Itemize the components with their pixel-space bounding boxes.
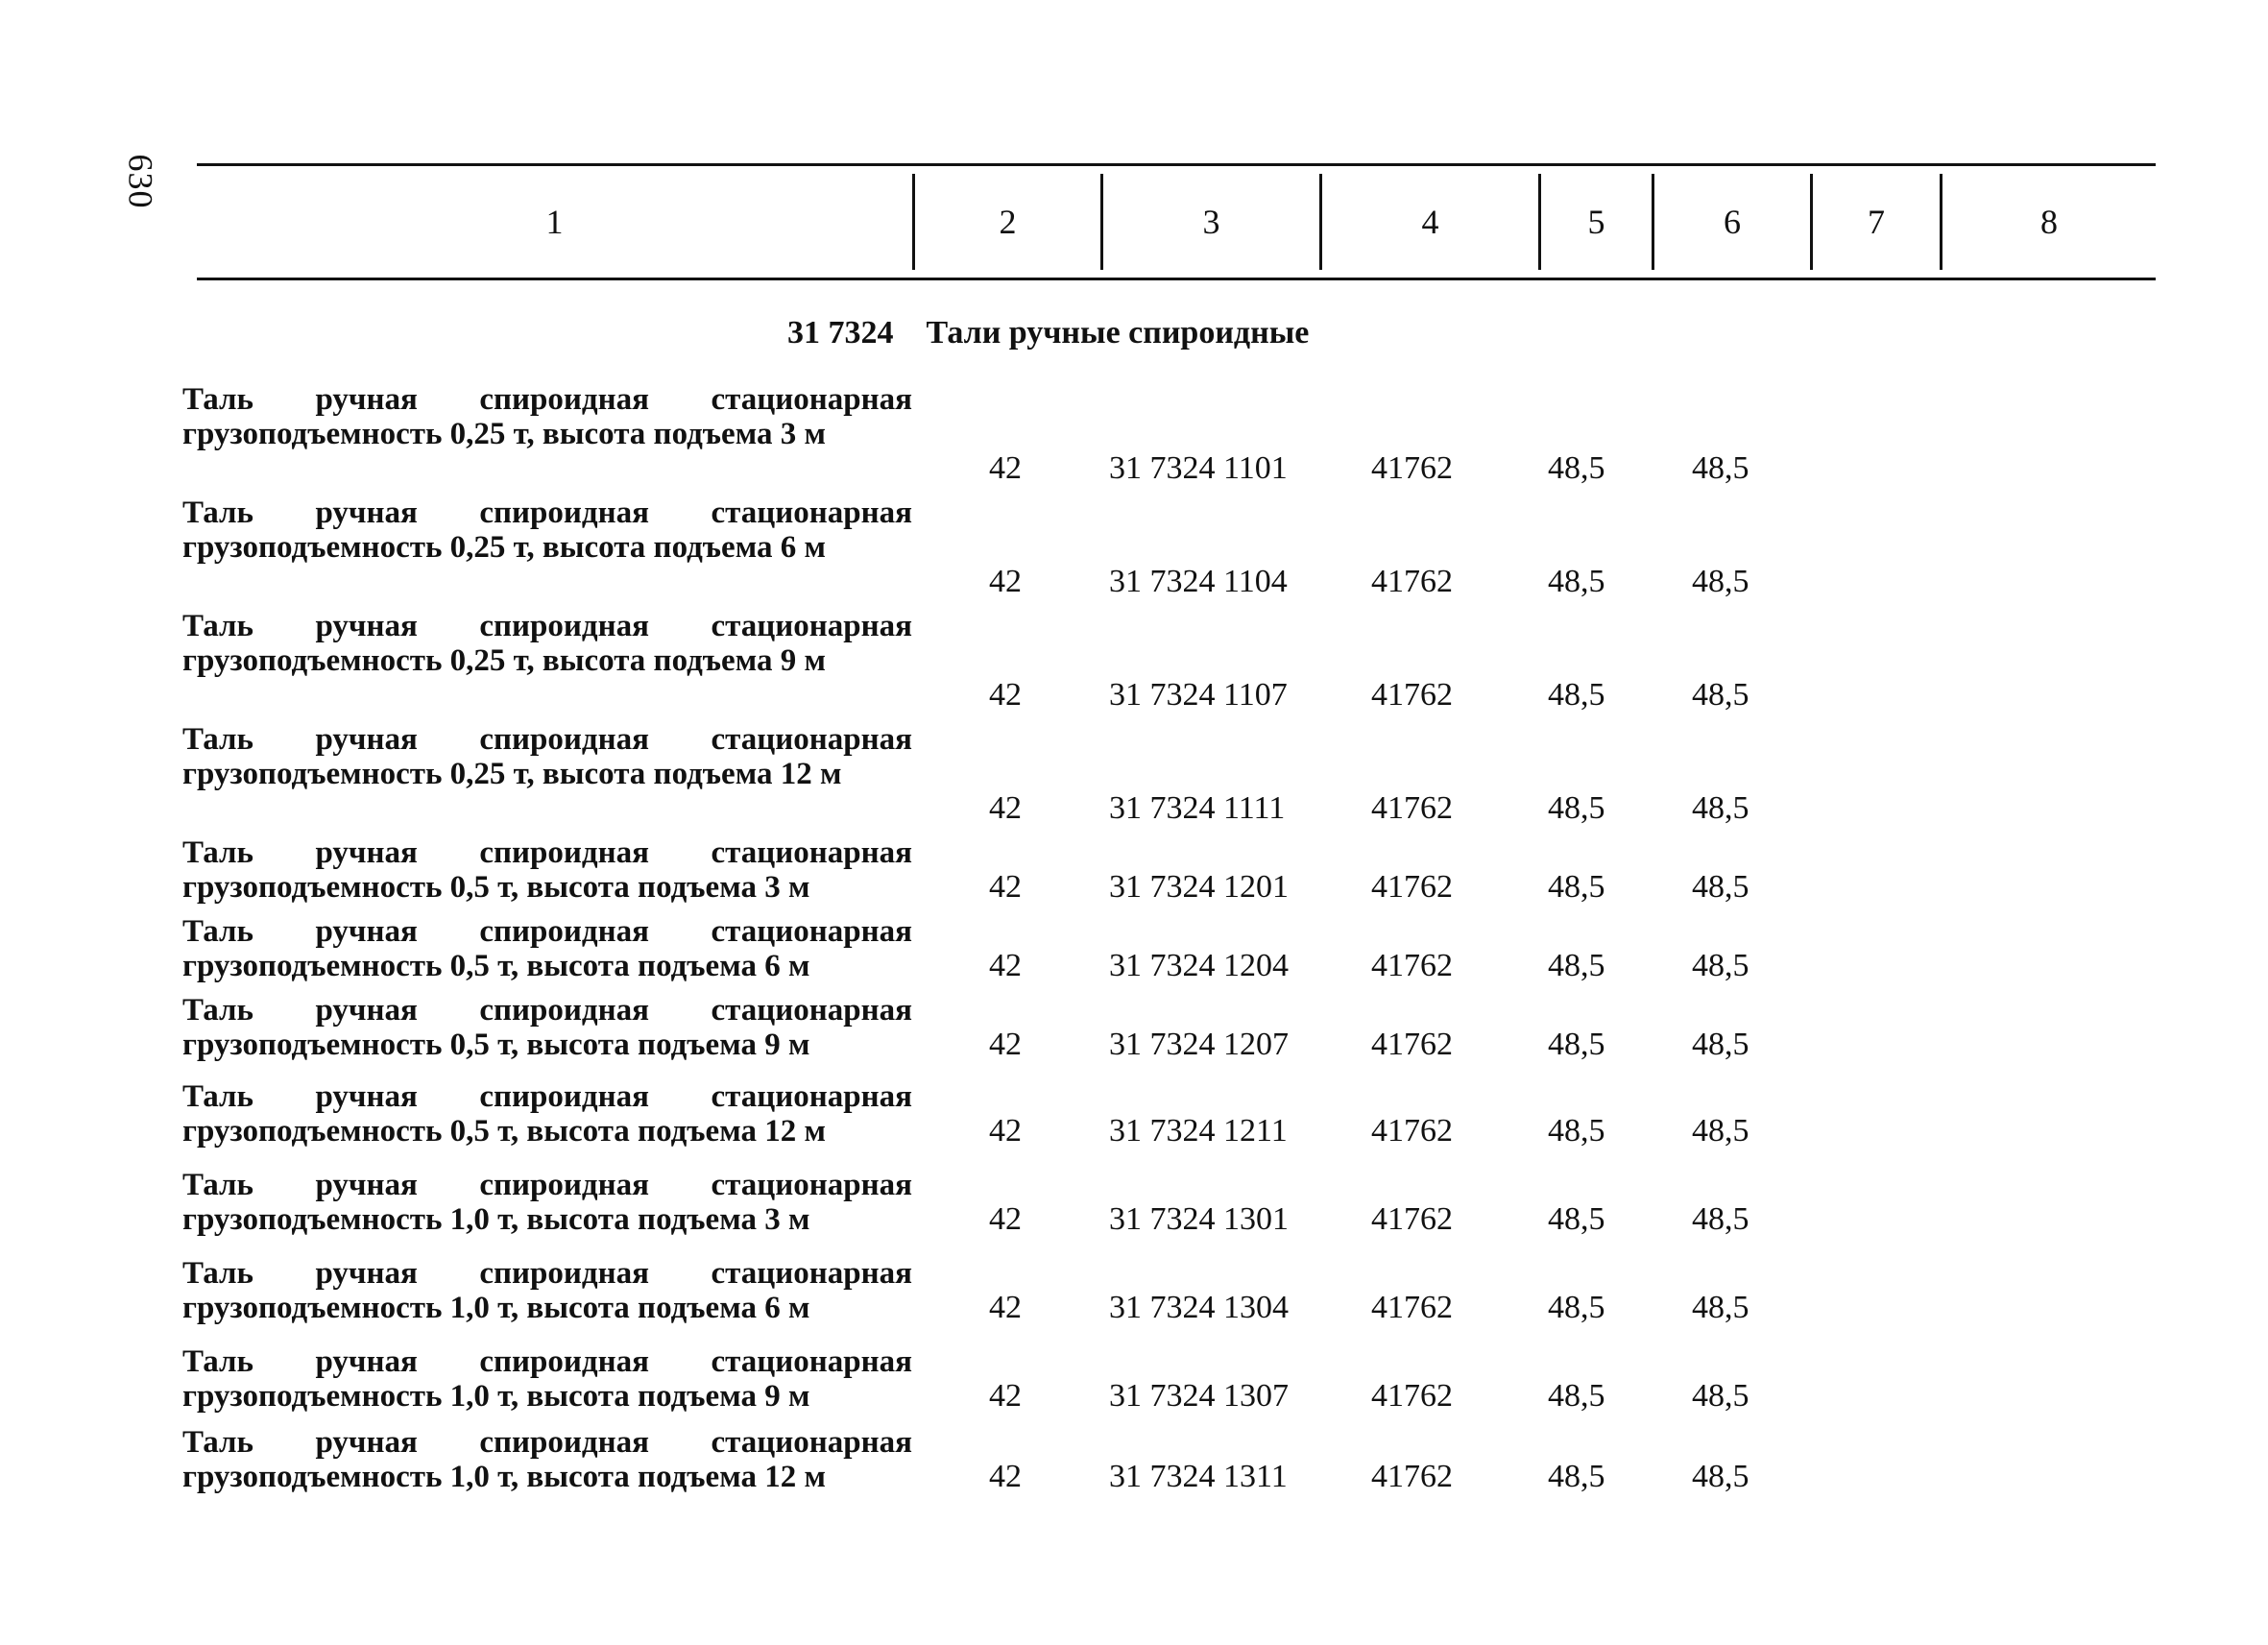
row-col-5: 48,5 [1548,1027,1605,1062]
column-header-5: 5 [1587,203,1605,241]
row-col-6: 48,5 [1692,564,1749,599]
row-col-6: 48,5 [1692,450,1749,486]
row-col-6: 48,5 [1692,677,1749,713]
row-col-3: 31 7324 1301 [1109,1201,1289,1237]
row-col-3: 31 7324 1107 [1109,677,1288,713]
row-col-6: 48,5 [1692,1290,1749,1325]
row-description: Таль ручная спироидная стационарная грузоподъемность 0,5 т, высота подъема 3 м [182,835,912,905]
row-col-2: 42 [989,869,1022,905]
column-header-4: 4 [1421,203,1439,241]
row-col-6: 48,5 [1692,1113,1749,1149]
row-col-2: 42 [989,1027,1022,1062]
row-col-2: 42 [989,948,1022,983]
row-description: Таль ручная спироидная стационарная грузоподъемность 0,25 т, высота подъема 12 м [182,722,912,791]
column-header-7: 7 [1868,203,1885,241]
row-description: Таль ручная спироидная стационарная грузоподъемность 0,25 т, высота подъема 6 м [182,496,912,565]
row-col-2: 42 [989,790,1022,826]
column-header-8: 8 [2040,203,2058,241]
row-description: Таль ручная спироидная стационарная грузоподъемность 1,0 т, высота подъема 12 м [182,1425,912,1494]
row-col-5: 48,5 [1548,450,1605,486]
row-col-4: 41762 [1371,450,1453,486]
row-col-4: 41762 [1371,677,1453,713]
section-title [787,315,1309,351]
row-col-4: 41762 [1371,1113,1453,1149]
row-col-3: 31 7324 1204 [1109,948,1289,983]
row-col-5: 48,5 [1548,677,1605,713]
row-col-3: 31 7324 1311 [1109,1459,1288,1494]
row-description: Таль ручная спироидная стационарная грузоподъемность 0,5 т, высота подъема 6 м [182,914,912,983]
column-header-1: 1 [545,203,564,241]
row-description: Таль ручная спироидная стационарная грузоподъемность 0,25 т, высота подъема 3 м [182,382,912,451]
section-name: Тали ручные спироидные [926,315,1310,351]
row-description: Таль ручная спироидная стационарная грузоподъемность 1,0 т, высота подъема 3 м [182,1168,912,1237]
row-col-6: 48,5 [1692,1027,1749,1062]
row-col-3: 31 7324 1304 [1109,1290,1289,1325]
row-col-4: 41762 [1371,1378,1453,1414]
row-col-4: 41762 [1371,948,1453,983]
row-col-3: 31 7324 1201 [1109,869,1289,905]
row-col-6: 48,5 [1692,790,1749,826]
row-col-5: 48,5 [1548,1378,1605,1414]
row-col-2: 42 [989,1378,1022,1414]
row-col-6: 48,5 [1692,869,1749,905]
row-col-6: 48,5 [1692,1201,1749,1237]
row-col-6: 48,5 [1692,1459,1749,1494]
table-header [197,163,2156,280]
page-number: 630 [121,154,160,209]
row-description: Таль ручная спироидная стационарная грузоподъемность 0,5 т, высота подъема 9 м [182,993,912,1062]
row-col-3: 31 7324 1307 [1109,1378,1289,1414]
row-col-4: 41762 [1371,869,1453,905]
column-header-6: 6 [1724,203,1741,241]
row-col-5: 48,5 [1548,1113,1605,1149]
row-col-5: 48,5 [1548,790,1605,826]
row-col-2: 42 [989,1459,1022,1494]
row-col-6: 48,5 [1692,948,1749,983]
row-description: Таль ручная спироидная стационарная грузоподъемность 1,0 т, высота подъема 6 м [182,1256,912,1325]
row-col-3: 31 7324 1101 [1109,450,1288,486]
row-col-4: 41762 [1371,1459,1453,1494]
row-description: Таль ручная спироидная стационарная грузоподъемность 0,25 т, высота подъема 9 м [182,609,912,678]
row-col-3: 31 7324 1104 [1109,564,1288,599]
row-col-3: 31 7324 1207 [1109,1027,1289,1062]
row-col-5: 48,5 [1548,1459,1605,1494]
column-header-2: 2 [999,203,1017,241]
row-col-5: 48,5 [1548,1290,1605,1325]
row-col-6: 48,5 [1692,1378,1749,1414]
row-col-2: 42 [989,677,1022,713]
row-col-2: 42 [989,450,1022,486]
row-col-3: 31 7324 1111 [1109,790,1286,826]
row-col-4: 41762 [1371,790,1453,826]
row-col-4: 41762 [1371,1290,1453,1325]
row-col-2: 42 [989,564,1022,599]
section-code: 31 7324 [787,315,894,351]
row-col-4: 41762 [1371,1201,1453,1237]
row-col-3: 31 7324 1211 [1109,1113,1288,1149]
row-col-2: 42 [989,1113,1022,1149]
row-col-2: 42 [989,1201,1022,1237]
row-col-5: 48,5 [1548,564,1605,599]
row-col-5: 48,5 [1548,1201,1605,1237]
row-description: Таль ручная спироидная стационарная грузоподъемность 0,5 т, высота подъема 12 м [182,1079,912,1149]
row-col-5: 48,5 [1548,948,1605,983]
row-col-5: 48,5 [1548,869,1605,905]
row-description: Таль ручная спироидная стационарная грузоподъемность 1,0 т, высота подъема 9 м [182,1344,912,1414]
row-col-4: 41762 [1371,564,1453,599]
row-col-2: 42 [989,1290,1022,1325]
column-header-3: 3 [1202,203,1220,241]
row-col-4: 41762 [1371,1027,1453,1062]
